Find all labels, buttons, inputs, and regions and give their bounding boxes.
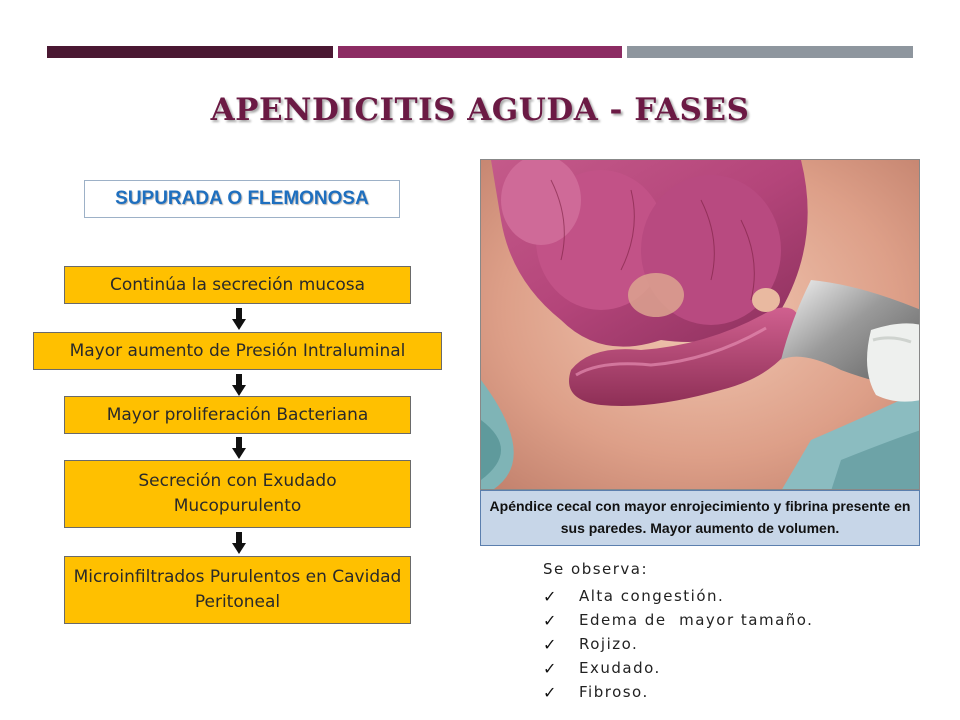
flow-step-1: Continúa la secreción mucosa bbox=[64, 266, 411, 304]
observations-block bbox=[543, 560, 943, 704]
header-bar-magenta bbox=[338, 46, 622, 58]
down-arrow-icon bbox=[232, 437, 246, 459]
list-item: ✓ Fibroso. bbox=[543, 682, 649, 702]
list-item: ✓ Alta congestión. bbox=[543, 586, 725, 606]
checkmark-icon: ✓ bbox=[543, 682, 557, 702]
phase-subtitle: SUPURADA O FLEMONOSA bbox=[84, 180, 400, 218]
list-item: ✓ Edema de mayor tamaño. bbox=[543, 610, 814, 630]
slide-title: APENDICITIS AGUDA - FASES bbox=[210, 92, 750, 128]
checkmark-icon: ✓ bbox=[543, 610, 557, 630]
flow-step-2: Mayor aumento de Presión Intraluminal bbox=[33, 332, 442, 370]
header-bar-dark bbox=[47, 46, 333, 58]
flow-step-4: Secreción con Exudado Mucopurulento bbox=[64, 460, 411, 528]
appendix-photo bbox=[480, 159, 920, 490]
header-bar-gray bbox=[627, 46, 913, 58]
down-arrow-icon bbox=[232, 308, 246, 330]
checkmark-icon: ✓ bbox=[543, 658, 557, 678]
list-item: ✓ Exudado. bbox=[543, 658, 661, 678]
observations-list bbox=[543, 584, 943, 704]
list-item: ✓ Rojizo. bbox=[543, 634, 639, 654]
flow-step-5: Microinfiltrados Purulentos en Cavidad Peritoneal bbox=[64, 556, 411, 624]
down-arrow-icon bbox=[232, 374, 246, 396]
observations-heading: Se observa: bbox=[543, 560, 649, 578]
flow-step-3: Mayor proliferación Bacteriana bbox=[64, 396, 411, 434]
checkmark-icon: ✓ bbox=[543, 634, 557, 654]
photo-caption: Apéndice cecal con mayor enrojecimiento y fibrina presente en sus paredes. Mayor aumento de volumen. bbox=[480, 490, 920, 546]
down-arrow-icon bbox=[232, 532, 246, 554]
checkmark-icon: ✓ bbox=[543, 586, 557, 606]
